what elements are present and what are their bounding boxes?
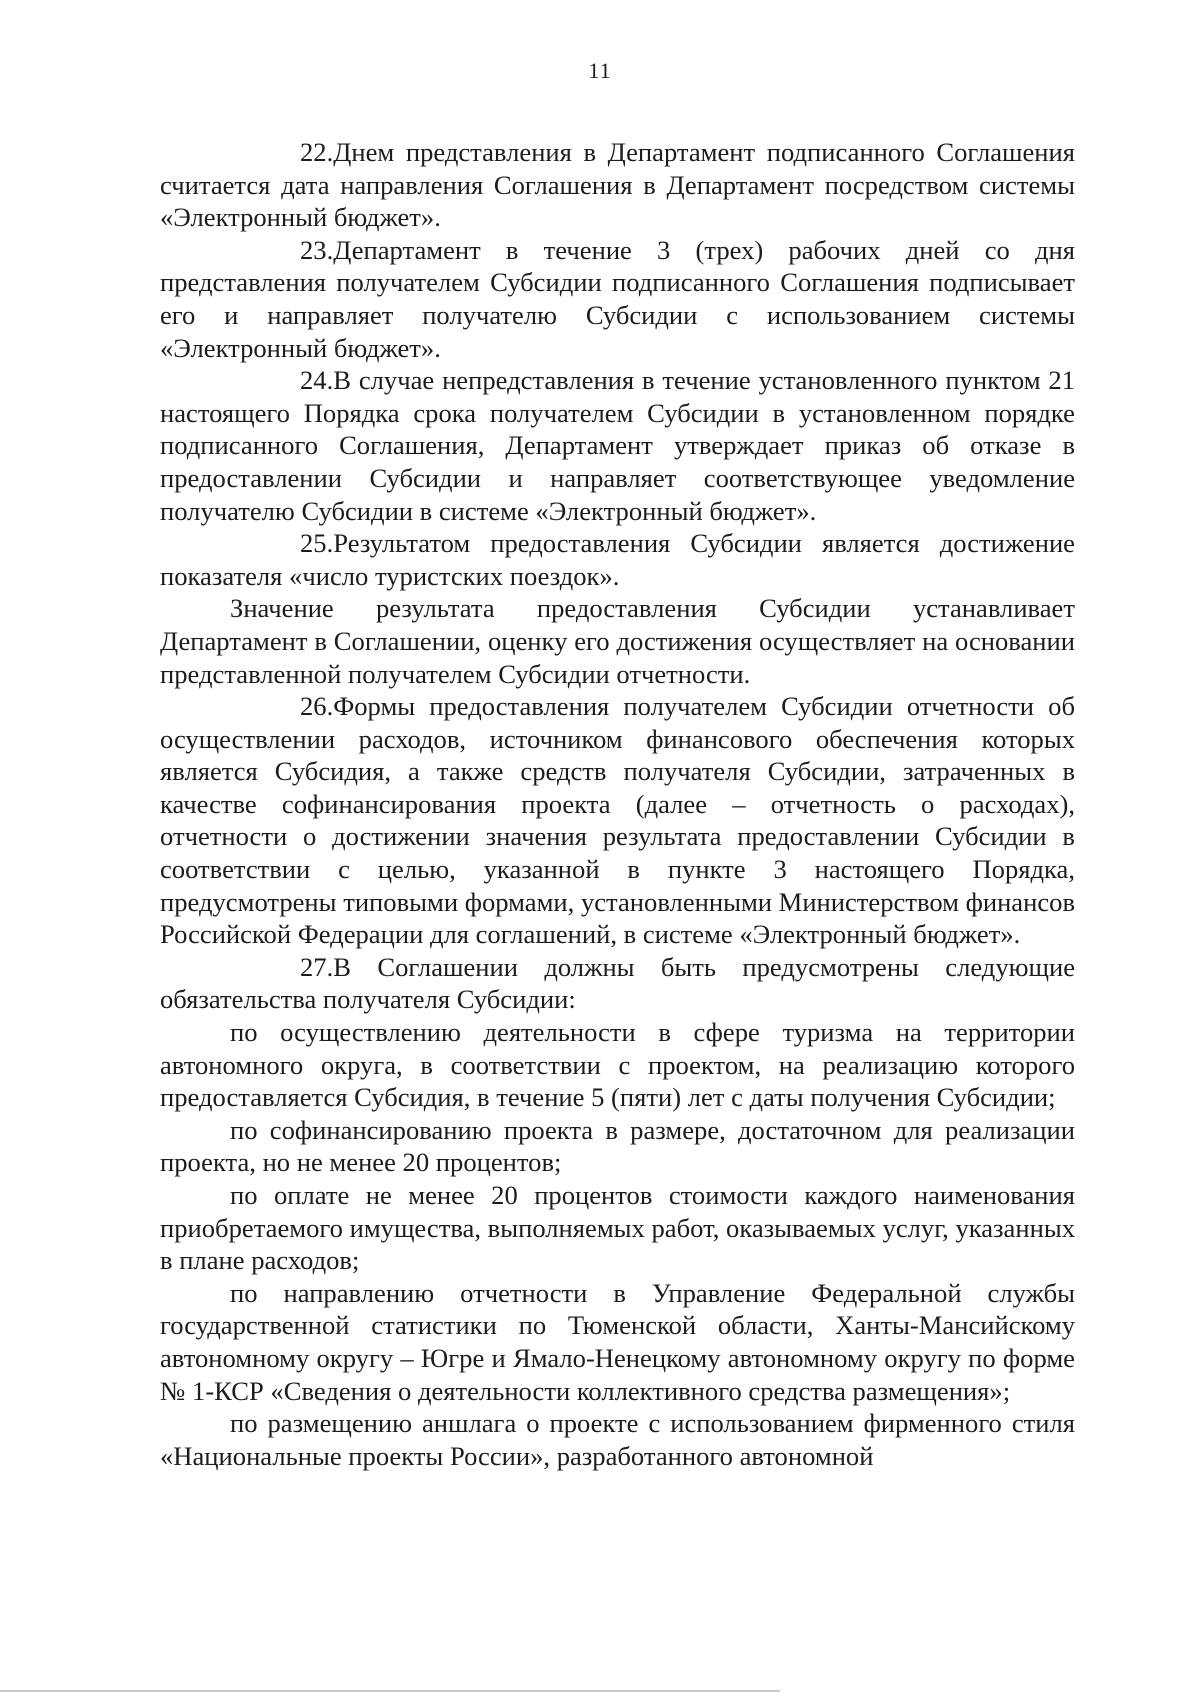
paragraph-number: 24. [300,365,334,396]
page-number: 11 [588,58,612,83]
paragraph-24 [160,364,1075,527]
paragraph-text: В Соглашении должны быть предусмотрены следующие обязательства получателя Субсидии: [160,951,1075,1015]
obligation-item [160,1114,1075,1179]
paragraph-number: 27. [300,951,334,982]
paragraph-text: Департамент в течение 3 (трех) рабочих дней со дня представления получателем Субсидии подписанного Соглашения подписывает его и направляет получателю Субсидии с использованием системы «Электронный бюджет». [160,234,1075,363]
paragraph-23 [160,234,1075,364]
paragraph-text: Днем представления в Департамент подписанного Соглашения считается дата направления Соглашения в Департамент посредством системы «Электронный бюджет». [160,137,1075,233]
document-body [160,136,1075,1472]
scan-edge-line [0,1690,780,1692]
paragraph-number: 25. [300,528,334,559]
obligation-item [160,1179,1075,1277]
paragraph-number: 22. [300,137,334,167]
obligation-item [160,1407,1075,1472]
paragraph-27 [160,951,1075,1016]
paragraph-text: В случае непредставления в течение установленного пунктом 21 настоящего Порядка срока получателем Субсидии в установленном порядке подписанного Соглашения, Департамент утверждает приказ об отказе в предоставлении Субсидии и направляет соответствующее уведомление получателю Субсидии в системе «Электронный бюджет». [160,365,1075,526]
paragraph-text: по софинансированию проекта в размере, достаточном для реализации проекта, но не менее 20 процентов; [160,1114,1075,1178]
paragraph-text: по размещению аншлага о проекте с использованием фирменного стиля «Национальные проекты России», разработанного автономной [160,1408,1075,1471]
paragraph-result-value [160,592,1075,690]
paragraph-text: по осуществлению деятельности в сфере туризма на территории автономного округа, в соответствии с проектом, на реализацию которого предоставляется Субсидия, в течение 5 (пяти) лет с даты получения Субсидии; [160,1017,1075,1113]
paragraph-22 [160,136,1075,234]
paragraph-number: 23. [300,234,334,265]
paragraph-text: по оплате не менее 20 процентов стоимости каждого наименования приобретаемого имущества, выполняемых работ, оказываемых услуг, указанных в плане расходов; [160,1180,1075,1276]
paragraph-26 [160,690,1075,951]
paragraph-text: Результатом предоставления Субсидии является достижение показателя «число туристских поездок». [160,528,1075,591]
paragraph-text: Значение результата предоставления Субсидии устанавливает Департамент в Соглашении, оценку его достижения осуществляет на основании представленной получателем Субсидии отчетности. [160,593,1075,689]
paragraph-number: 26. [300,691,334,722]
obligation-item [160,1016,1075,1114]
paragraph-25 [160,527,1075,592]
paragraph-text: Формы предоставления получателем Субсидии отчетности об осуществлении расходов, источником финансового обеспечения которых является Субсидия, а также средств получателя Субсидии, затраченных в качестве софинансирования проекта (далее – отчетность о расходах), отчетности о достижении значения результата предоставлении Субсидии в соответствии с целью, указанной в пункте 3 настоящего Порядка, предусмотрены типовыми формами, установленными Министерством финансов Российской Федерации для соглашений, в системе «Электронный бюджет». [160,691,1075,950]
paragraph-text: по направлению отчетности в Управление Федеральной службы государственной статистики по Тюменской области, Ханты-Мансийскому автономному округу – Югре и Ямало-Ненецкому автономному округу по форме № 1-КСР «Сведения о деятельности коллективного средства размещения»; [160,1277,1075,1406]
obligation-item [160,1277,1075,1407]
